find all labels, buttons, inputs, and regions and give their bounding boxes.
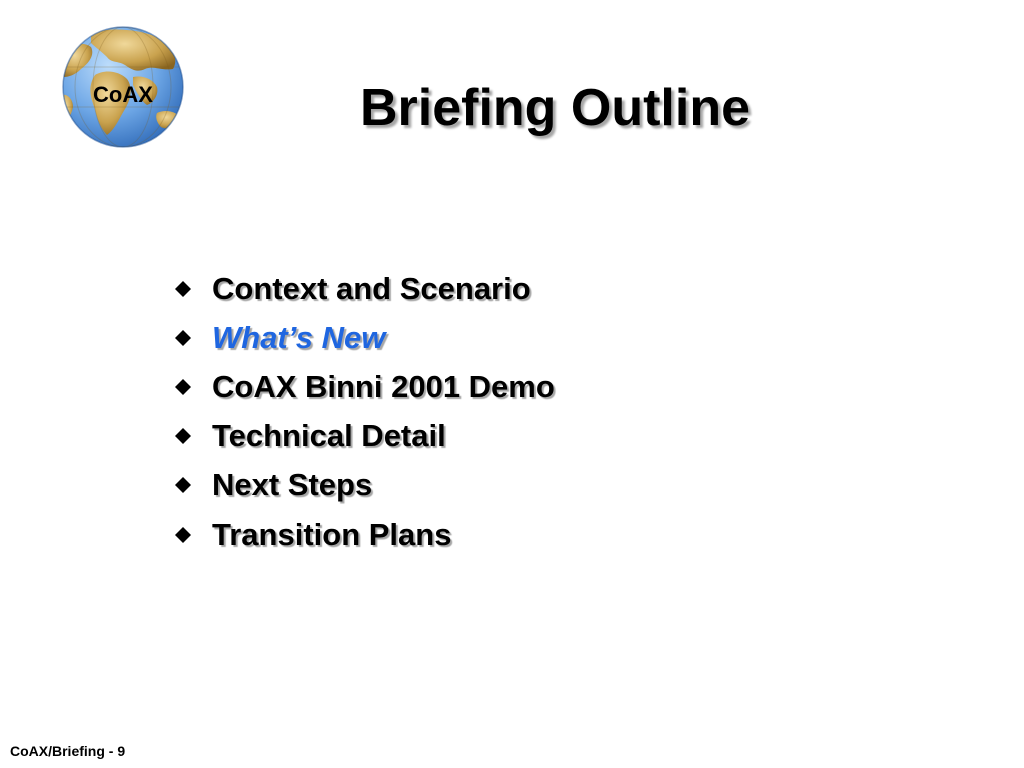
- outline-item-label: Context and Scenario: [212, 270, 531, 306]
- slide-title: Briefing Outline: [360, 79, 750, 137]
- diamond-bullet-icon: [172, 376, 194, 398]
- outline-item-label: Next Steps: [212, 467, 373, 503]
- outline-item: [172, 362, 555, 411]
- diamond-bullet-icon: [172, 524, 194, 546]
- outline-item: [172, 412, 555, 461]
- outline-item-label: CoAX Binni 2001 Demo: [212, 368, 555, 404]
- diamond-bullet-icon: [172, 425, 194, 447]
- coax-logo: [61, 25, 185, 149]
- outline-item-label: Transition Plans: [212, 516, 452, 552]
- outline-item-label-current: What’s New: [212, 319, 386, 355]
- outline-item: [172, 461, 555, 510]
- outline-list: [172, 264, 555, 559]
- outline-item: [172, 510, 555, 559]
- logo-text: CoAX: [93, 82, 153, 107]
- diamond-bullet-icon: [172, 327, 194, 349]
- globe-icon: [61, 25, 185, 149]
- outline-item: [172, 313, 555, 362]
- footer-page-label: CoAX/Briefing - 9: [10, 743, 126, 759]
- diamond-bullet-icon: [172, 278, 194, 300]
- outline-item: [172, 264, 555, 313]
- diamond-bullet-icon: [172, 474, 194, 496]
- outline-item-label: Technical Detail: [212, 418, 446, 454]
